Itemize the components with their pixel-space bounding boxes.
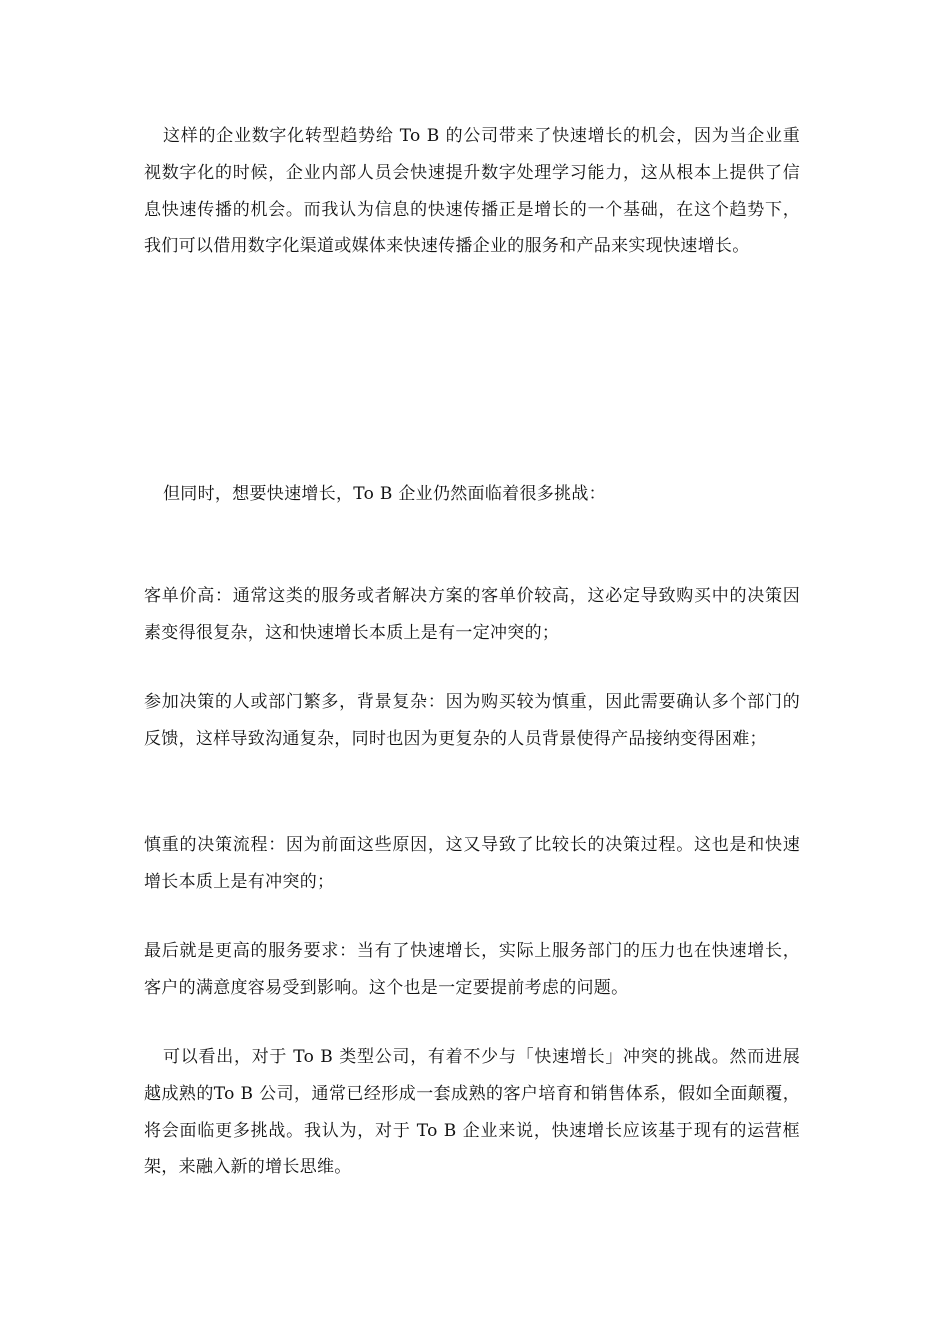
paragraph-higher-service-requirements: 最后就是更高的服务要求：当有了快速增长，实际上服务部门的压力也在快速增长，客户的满意度容易受到影响。这个也是一定要提前考虑的问题。	[144, 941, 800, 998]
paragraph-conclusion: 可以看出，对于 To B 类型公司，有着不少与「快速增长」冲突的挑战。然而进展越成熟的To B 公司，通常已经形成一套成熟的客户培育和销售体系，假如全面颠覆，将会面临更多挑战。我认为，对于 To B 企业来说，快速增长应该基于现有的运营框架，来融入新的增长思维。	[144, 1047, 800, 1178]
paragraph-high-unit-price: 客单价高：通常这类的服务或者解决方案的客单价较高，这必定导致购买中的决策因素变得很复杂，这和快速增长本质上是有一定冲突的；	[144, 586, 800, 643]
paragraph-digital-transformation: 这样的企业数字化转型趋势给 To B 的公司带来了快速增长的机会，因为当企业重视数字化的时候，企业内部人员会快速提升数字处理学习能力，这从根本上提供了信息快速传播的机会。而我认为信息的快速传播正是增长的一个基础，在这个趋势下，我们可以借用数字化渠道或媒体来快速传播企业的服务和产品来实现快速增长。	[144, 126, 800, 257]
paragraph-careful-decision-process: 慎重的决策流程：因为前面这些原因，这又导致了比较长的决策过程。这也是和快速增长本质上是有冲突的；	[144, 835, 800, 892]
paragraph-many-decision-makers: 参加决策的人或部门繁多，背景复杂：因为购买较为慎重，因此需要确认多个部门的反馈，这样导致沟通复杂，同时也因为更复杂的人员背景使得产品接纳变得困难；	[144, 692, 800, 749]
paragraph-challenges-intro: 但同时，想要快速增长，To B 企业仍然面临着很多挑战：	[163, 484, 606, 504]
